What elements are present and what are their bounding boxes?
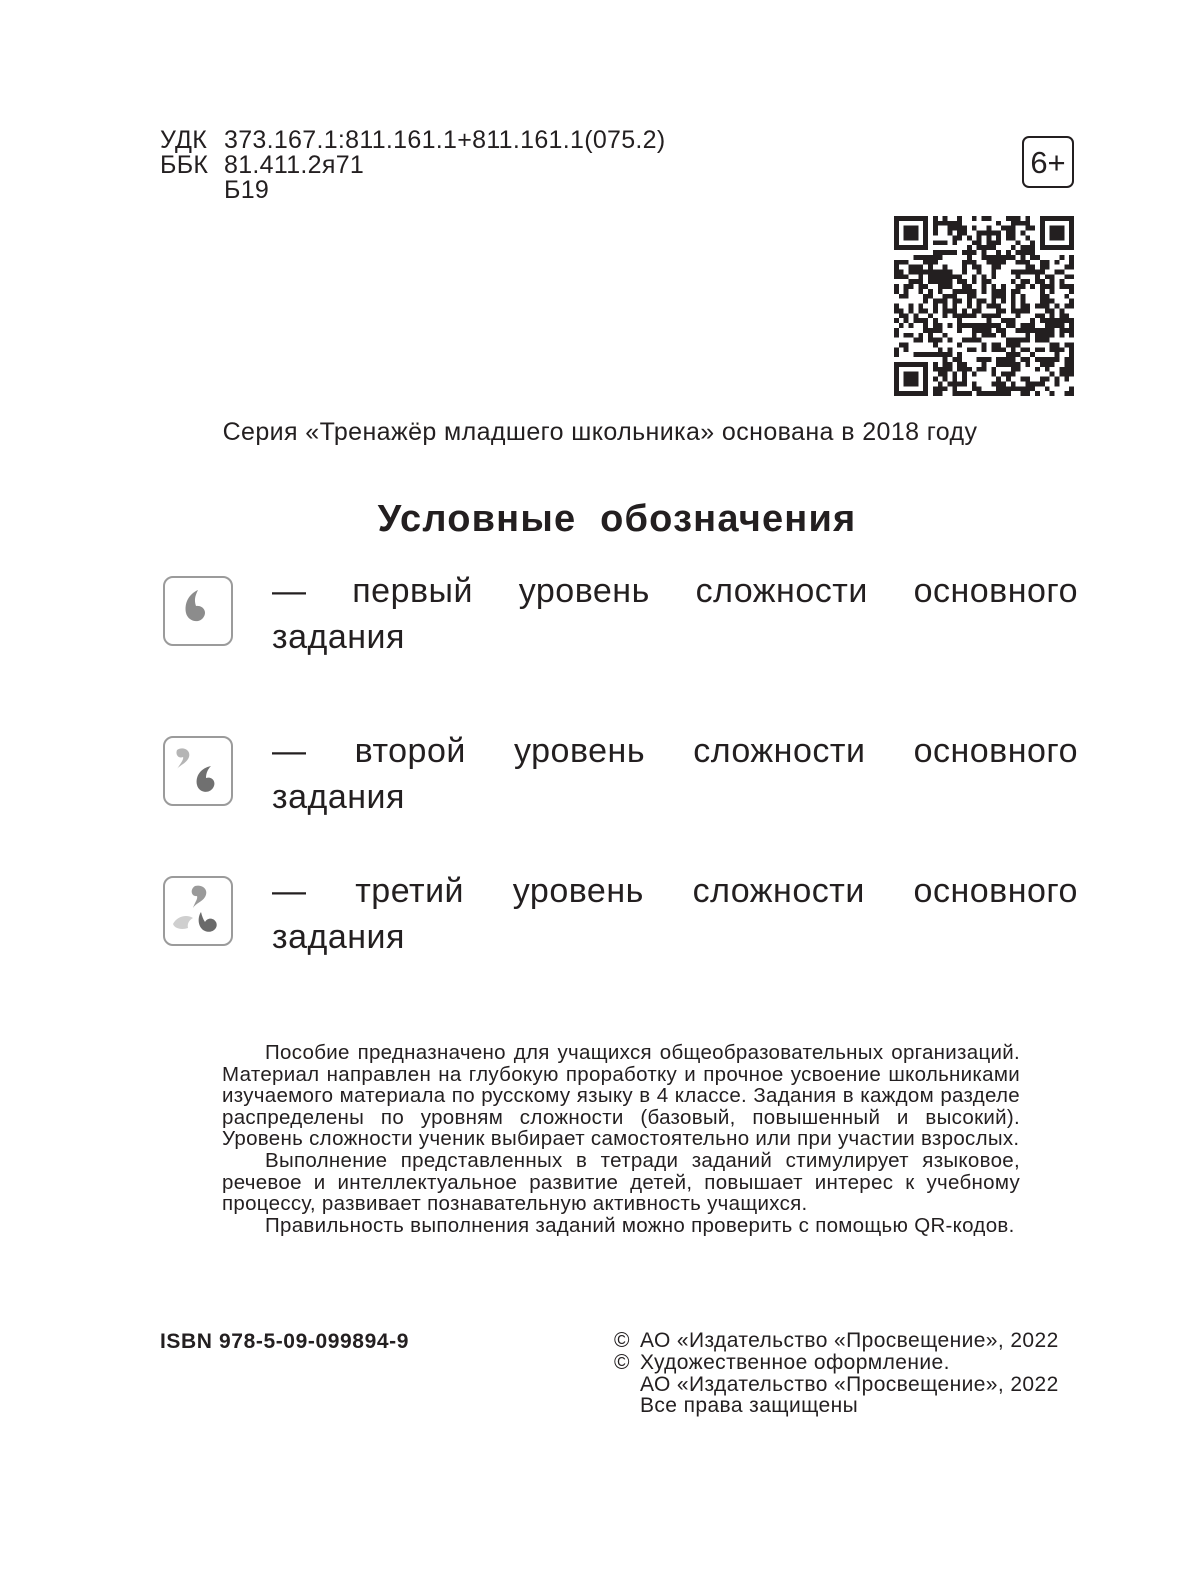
bbk-label: ББК bbox=[160, 151, 209, 179]
level-one-icon bbox=[163, 576, 233, 646]
level-three-icon bbox=[163, 876, 233, 946]
legend-item-text: — второй уровень сложности основного задания bbox=[272, 732, 1078, 816]
copyright-line: © АО «Издательство «Просвещение», 2022 bbox=[614, 1329, 1059, 1352]
bbk-value: 81.411.2я71 bbox=[224, 151, 365, 179]
qr-code-icon[interactable] bbox=[894, 216, 1074, 396]
copyright-line: АО «Издательство «Просвещение», 2022 bbox=[640, 1372, 1059, 1396]
description-paragraph: Правильность выполнения заданий можно проверить с помощью QR-кодов. bbox=[265, 1213, 1015, 1237]
udk-value: 373.167.1:811.161.1+811.161.1(075.2) bbox=[224, 126, 666, 154]
isbn: ISBN 978-5-09-099894-9 bbox=[160, 1330, 410, 1353]
udk-row bbox=[160, 128, 666, 153]
udk-label: УДК bbox=[160, 126, 208, 154]
classification-codes bbox=[160, 128, 666, 203]
legend-item-text: — первый уровень сложности основного задания bbox=[272, 572, 1078, 656]
bbk-row bbox=[160, 153, 666, 178]
legend-title: Условные обозначения bbox=[377, 498, 857, 540]
copyright-line: Все права защищены bbox=[640, 1394, 859, 1418]
legend-item-text: — третий уровень сложности основного задания bbox=[272, 872, 1078, 956]
copyright-line: © Художественное оформление. bbox=[614, 1350, 950, 1374]
description-paragraph: Пособие предназначено для учащихся общеобразовательных организаций. Материал направлен на глубокую проработку и прочное усвоение школьниками изучаемого материала по русскому языку в 4 классе. Задания в каждом разделе распределены по уровням сложности (базовый, повышенный и высокий). Уровень сложности ученик выбирает самостоятельно или при участии взрослых. bbox=[222, 1041, 1020, 1151]
description bbox=[222, 1042, 1020, 1236]
description-paragraph: Выполнение представленных в тетради заданий стимулирует языковое, речевое и интеллектуальное развитие детей, повышает интерес к учебному процессу, развивает познавательную активность учащихся. bbox=[222, 1148, 1020, 1216]
copyright-block bbox=[614, 1330, 1059, 1417]
author-mark: Б19 bbox=[224, 176, 270, 204]
age-rating-badge: 6+ bbox=[1022, 136, 1074, 188]
series-note: Серия «Тренажёр младшего школьника» основана в 2018 году bbox=[222, 418, 978, 446]
level-two-icon bbox=[163, 736, 233, 806]
author-mark-row bbox=[160, 178, 666, 203]
